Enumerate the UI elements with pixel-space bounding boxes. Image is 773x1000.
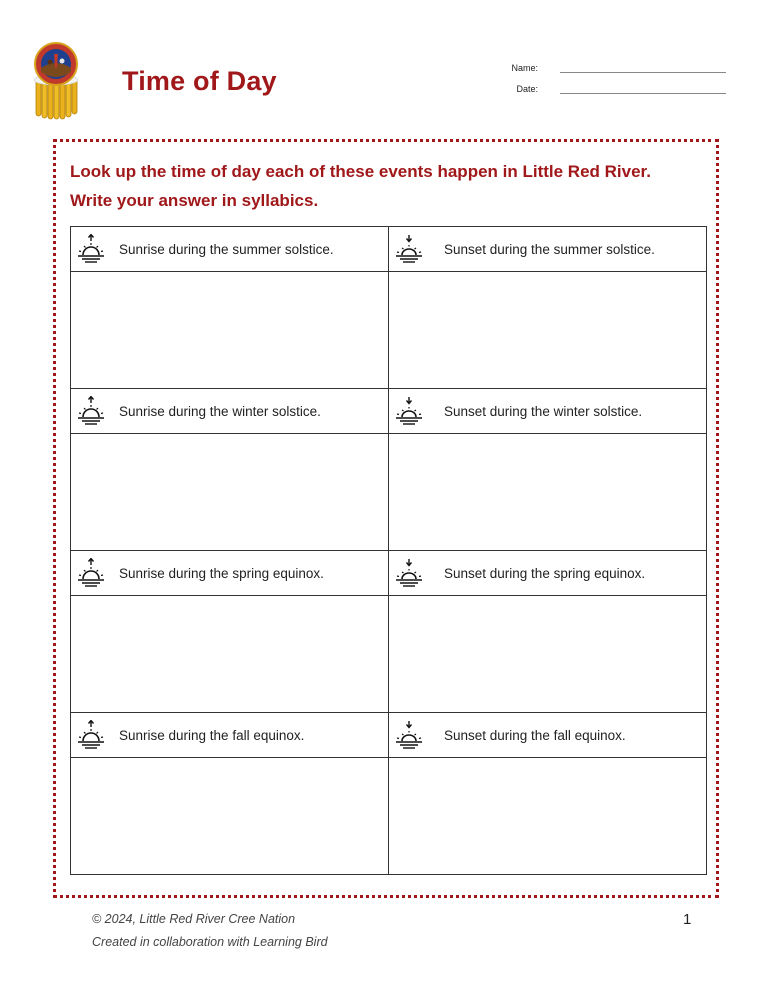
sunrise-icon: [76, 234, 106, 264]
prompt-label: Sunset during the fall equinox.: [444, 727, 626, 743]
prompt-cell-sunrise: [71, 551, 389, 596]
prompt-label: Sunrise during the summer solstice.: [119, 241, 334, 257]
answer-box-sunrise[interactable]: [71, 434, 389, 551]
date-field: [494, 84, 726, 94]
answer-table: [70, 226, 707, 875]
prompt-cell-sunset: [389, 551, 707, 596]
answer-row: [71, 272, 707, 389]
answer-box-sunset[interactable]: [389, 272, 707, 389]
prompt-cell-sunrise: [71, 713, 389, 758]
sunset-icon: [394, 234, 424, 264]
prompt-row: [71, 389, 707, 434]
copyright-text: © 2024, Little Red River Cree Nation: [92, 912, 296, 926]
date-line[interactable]: [560, 85, 726, 94]
prompt-label: Sunrise during the winter solstice.: [119, 403, 321, 419]
answer-box-sunrise[interactable]: [71, 596, 389, 713]
sunrise-icon: [76, 396, 106, 426]
page-title: Time of Day: [122, 66, 277, 96]
prompt-label: Sunrise during the fall equinox.: [119, 727, 305, 743]
answer-row: [71, 596, 707, 713]
sunset-icon: [394, 396, 424, 426]
prompt-row: [71, 551, 707, 596]
sunrise-icon: [76, 558, 106, 588]
name-line[interactable]: [560, 64, 726, 73]
prompt-cell-sunrise: [71, 389, 389, 434]
sunset-icon: [394, 558, 424, 588]
name-label: Name:: [511, 63, 538, 73]
prompt-cell-sunset: [389, 389, 707, 434]
answer-box-sunrise[interactable]: [71, 272, 389, 389]
answer-box-sunset[interactable]: [389, 596, 707, 713]
prompt-label: Sunset during the summer solstice.: [444, 241, 655, 257]
date-label: Date:: [516, 84, 538, 94]
instructions: [70, 157, 651, 215]
answer-box-sunset[interactable]: [389, 434, 707, 551]
prompt-cell-sunset: [389, 227, 707, 272]
credit-text: Created in collaboration with Learning Bird: [92, 935, 328, 949]
prompt-cell-sunset: [389, 713, 707, 758]
answer-box-sunrise[interactable]: [71, 758, 389, 875]
instructions-line-1: Look up the time of day each of these events happen in Little Red River.: [70, 162, 651, 181]
prompt-row: [71, 713, 707, 758]
sunset-icon: [394, 720, 424, 750]
prompt-label: Sunset during the winter solstice.: [444, 403, 643, 419]
prompt-row: [71, 227, 707, 272]
answer-box-sunset[interactable]: [389, 758, 707, 875]
page-number: 1: [683, 911, 692, 928]
name-field: [494, 63, 726, 73]
prompt-label: Sunrise during the spring equinox.: [119, 565, 324, 581]
nation-logo: [30, 42, 82, 120]
prompt-cell-sunrise: [71, 227, 389, 272]
answer-row: [71, 758, 707, 875]
prompt-label: Sunset during the spring equinox.: [444, 565, 646, 581]
instructions-line-2: Write your answer in syllabics.: [70, 191, 319, 210]
answer-row: [71, 434, 707, 551]
sunrise-icon: [76, 720, 106, 750]
